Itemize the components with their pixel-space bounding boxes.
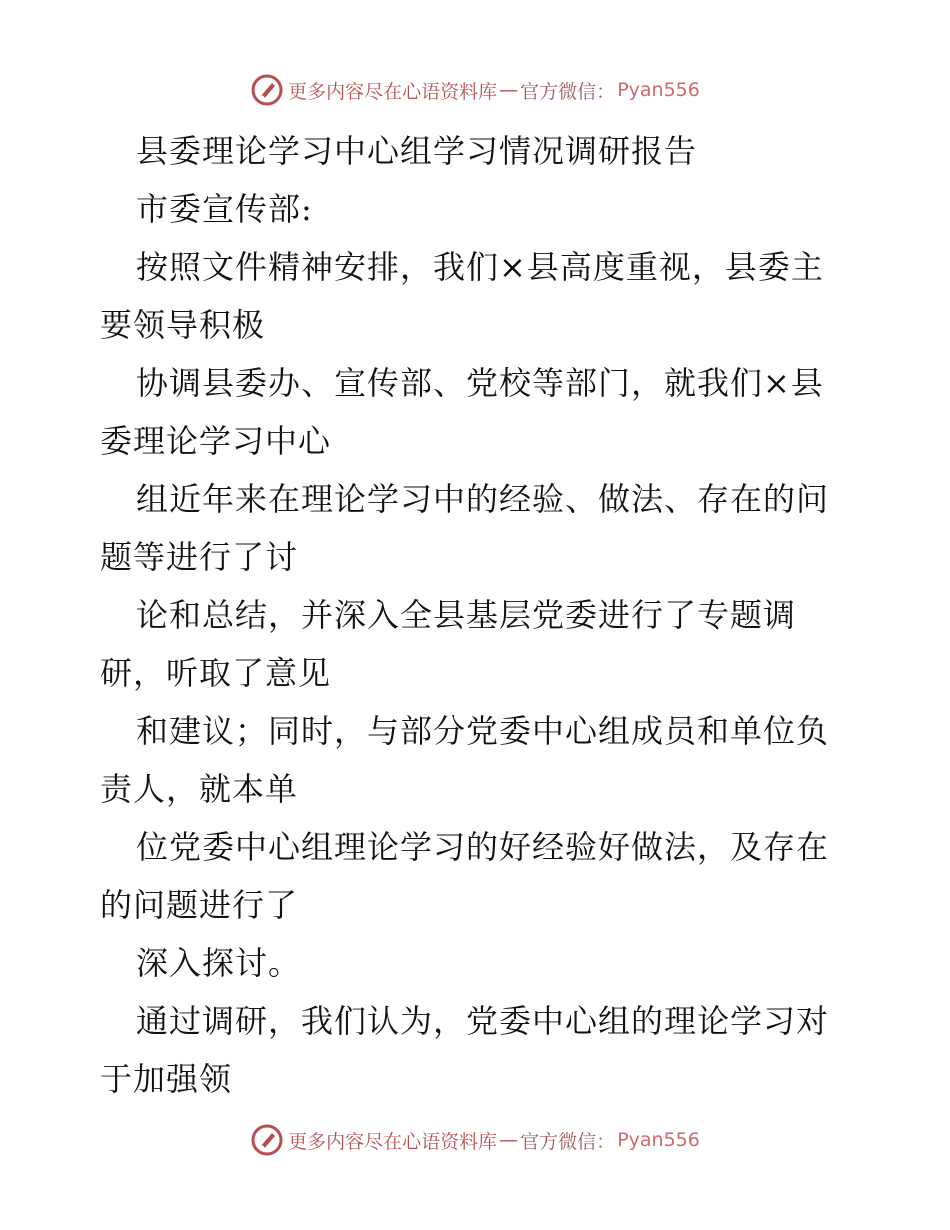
paragraph-line: 论和总结，并深入全县基层党委进行了专题调 <box>136 596 797 634</box>
paragraph-line-wrap: 题等进行了讨 <box>100 538 299 576</box>
paragraph-line-wrap: 于加强领 <box>100 1060 233 1098</box>
document-body <box>100 122 870 1108</box>
watermark-wechat-id: Pyan556 <box>617 79 700 101</box>
watermark-wechat-label: 官方微信： <box>520 1130 616 1153</box>
watermark-dash: — <box>499 1129 519 1151</box>
document-title: 县委理论学习中心组学习情况调研报告 <box>136 132 698 170</box>
paragraph-line: 协调县委办、宣传部、党校等部门，就我们×县 <box>136 364 824 402</box>
paragraph-line: 位党委中心组理论学习的好经验好做法，及存在 <box>136 828 830 866</box>
paragraph-line-wrap: 要领导积极 <box>100 306 266 344</box>
watermark-label: 更多内容尽在心语资料库 <box>288 1130 498 1153</box>
paragraph-line: 按照文件精神安排，我们×县高度重视，县委主 <box>136 248 824 286</box>
paragraph-line-wrap: 委理论学习中心 <box>100 422 332 460</box>
recipient-line: 市委宣传部: <box>136 190 313 228</box>
paragraph-line: 组近年来在理论学习中的经验、做法、存在的问 <box>136 480 830 518</box>
paragraph-line: 通过调研，我们认为，党委中心组的理论学习对 <box>136 1002 830 1040</box>
paragraph-line: 深入探讨。 <box>136 944 302 982</box>
watermark-wechat-id: Pyan556 <box>617 1129 700 1151</box>
pen-nib-logo-icon <box>250 1123 284 1157</box>
paragraph-line-wrap: 研，听取了意见 <box>100 654 332 692</box>
footer-watermark <box>0 1120 950 1160</box>
watermark-wechat-label: 官方微信： <box>520 80 616 103</box>
paragraph-line: 和建议；同时，与部分党委中心组成员和单位负 <box>136 712 830 750</box>
paragraph-line-wrap: 的问题进行了 <box>100 886 299 924</box>
paragraph-line-wrap: 责人，就本单 <box>100 770 299 808</box>
watermark-dash: — <box>499 79 519 101</box>
pen-nib-logo-icon <box>250 73 284 107</box>
watermark-label: 更多内容尽在心语资料库 <box>288 80 498 103</box>
header-watermark <box>0 70 950 110</box>
